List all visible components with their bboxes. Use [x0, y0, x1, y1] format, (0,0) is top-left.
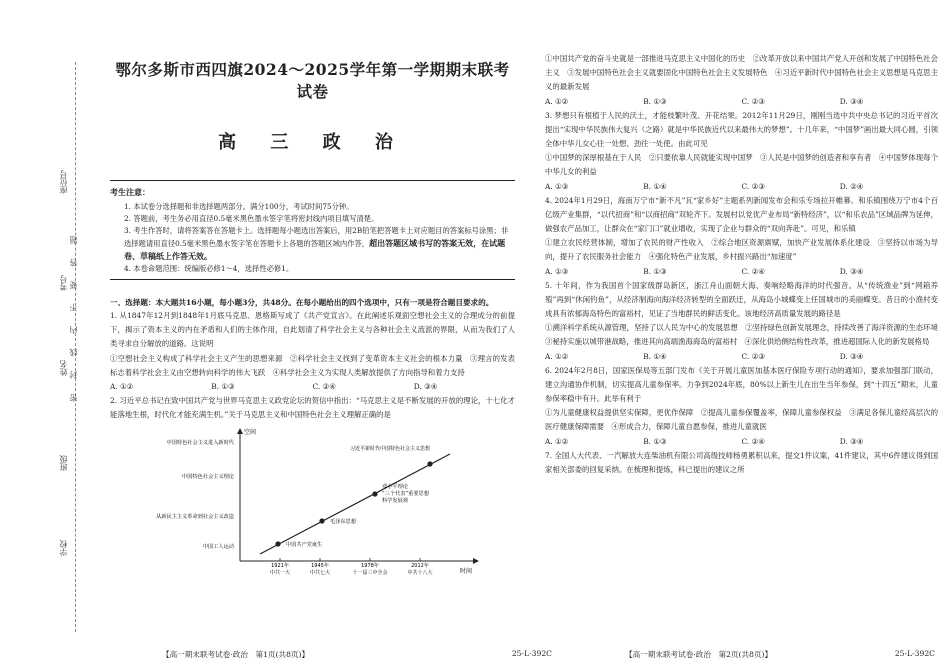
- question-1-items: ①空想社会主义构成了科学社会主义产生的思想来源 ②科学社会主义找到了变革资本主义社会的根本力量 ③理言的发表标志着科学社会主义由空想转向科学的伟大飞跃 ④科学社会主义为实现人类解放提供了方向指导和着力支持: [110, 353, 515, 377]
- option: B. ①④: [643, 351, 667, 361]
- y-arrow: [237, 428, 243, 434]
- seal-warning: 密 封 线 内 不 要 答 题: [69, 230, 78, 402]
- notice-item: 1. 本试卷分选择题和非选择题两部分。满分100分，考试时间75分钟。: [124, 202, 354, 211]
- question-2: 2. 习近平总书记在致中国共产党与世界马克思主义政党论坛的贺信中指出：“马克思主义是不断发展的开放的理论，十七化才能落地生根，时代化才能充满生机。”关于马克思主义和中国特色社会主义理解正确的是: [110, 396, 515, 420]
- notice-item: 4. 本卷命题范围：统编版必修1～4，选择性必修1。: [124, 264, 294, 273]
- point-label: 科学发展观: [382, 498, 408, 505]
- question-3-items: ①中国梦的深厚根基在于人民 ②只要依靠人民就能实现中国梦 ③人民是中国梦的创造者和享有者 ④中国梦体现每个中华儿女的利益: [545, 153, 938, 177]
- exam-subject: 高 三 政 治: [218, 132, 407, 153]
- milestone-point: [275, 542, 280, 547]
- question-6: 6. 2024年2月8日，国家医保局等五部门发布《关于开展儿童医加基本医疗保险专项行动的通知》，要求加强部门联动，建立沟通协作机制，切实提高儿童参保率。力争到2024年底，80%以上新生儿在出生当年参保，到“十四五”期末，儿童参保率稳中有升。此举有利于: [545, 365, 938, 404]
- y-tick-label: 中国特色社会主义理论: [182, 474, 234, 481]
- x-event-label: 中共七大: [309, 570, 331, 577]
- question-5: 5. 十年间，作为我国首个国家级群岛新区，浙江舟山面朝大海、奏响经略海洋的时代强音。从“传统渔业”到“网箱养殖”再到“休闲钓鱼”，从经济制海向海洋经济转型的全面跃迁，从海岛小城蝶变上任国城市的美丽蝶变。昔日的小渔村变成具有浓郁海岛特色的富裕村，见证了当地群民的鲜活变化。该地经济高质量发展的路径是: [545, 280, 938, 319]
- section-heading: 一、选择题：本大题共16小题，每小题3分，共48分。在每小题给出的四个选项中，只有一项是符合题目要求的。: [110, 298, 494, 307]
- point-label: 邓小平理论: [382, 484, 408, 491]
- option: D. ③④: [839, 351, 864, 361]
- question-5-options: [545, 350, 938, 364]
- question-4-items: ①建立农民经营体制，增加了农民的财产性收入 ②综合地区资源禀赋，加快产业发展体系化建设 ③坚持以市场为导向，提升了农民服务社会能力 ④强化特色产业发展，乡村振兴路出“加速度”: [545, 238, 938, 262]
- x-tick-label: 1921年: [271, 563, 289, 570]
- option: B. ①③: [643, 266, 667, 276]
- option: D. ③④: [839, 266, 864, 276]
- option: C. ②③: [741, 96, 765, 106]
- option: A. ①②: [110, 382, 134, 392]
- x-axis-label: 时间: [460, 568, 473, 576]
- y-tick-label: 从新民主主义革命到社会主义改造: [156, 514, 234, 521]
- x-tick-label: 2012年: [411, 563, 429, 570]
- question-1-options: [110, 380, 515, 394]
- option: C. ②④: [741, 266, 765, 276]
- option: A. ①②: [545, 96, 569, 106]
- page-1: [92, 0, 552, 672]
- question-4: 4. 2024年1月29日，海南万宁市“新不凡”瓦“家乡好”主题系列新闻发布会和乐专场拉开帷幕。和乐镇围绕万宁市4个百亿级产业集群，“以代招商”和“以商招商”双轮齐下。发展村以党优产业布局“新特经济”，以“和乐农品”区域品牌为延伸，做强农产品加工，让群众在“家门口”就业增收，实现了企业与群众的“双向奔赴”。可见，和乐镇: [545, 195, 938, 234]
- notice-item: 2. 答题前，考生务必用直径0.5毫米黑色墨水签字笔将密封线内项目填写清楚。: [124, 214, 379, 223]
- label-seat: 座位号: [59, 170, 68, 194]
- option: D. ②④: [839, 181, 864, 191]
- question-1: 1. 从1847年12月到1848年1月底马克思、恩格斯写成了《共产党宣言》。在此阐述乐观面空想社会主义的合理成分的前提下，揭示了资本主义的内在矛盾和人们的主体作用，自此划清了科学社会主义与各种社会主义流派的界限，从而为我们了人类寻求自分解放的道路。这说明: [110, 311, 515, 349]
- x-tick-label: 1945年: [311, 563, 329, 570]
- option: B. ①④: [643, 181, 667, 191]
- notice-heading: 考生注意：: [110, 187, 150, 197]
- question-7: 7. 全国人大代表、一汽解放大连柴油机有限公司高级技师杨勇累积以来，提交1件议案，41件建议，其中6件建议得到国家相关部委的回复采纳。在梳理和提炼，科已提出的建议之所: [545, 450, 938, 474]
- question-6-options: [545, 435, 938, 449]
- option: B. ①③: [643, 436, 667, 446]
- notice-list: [110, 201, 515, 275]
- milestone-point: [427, 462, 432, 467]
- option: D. ③④: [413, 382, 438, 392]
- label-class: 班级: [59, 455, 68, 471]
- point-label: 习近平新时代中国特色社会主义思想: [350, 446, 431, 453]
- x-event-label: 十一届三中全会: [352, 570, 388, 577]
- question-2-options: [545, 95, 938, 109]
- question-3: 3. 梦想只有根植于人民的沃土，才能枝繁叶茂、开花结果。2012年11月29日，刚刚当选中共中央总书记的习近平首次提出“实现中华民族伟大复兴（之路）就是中华民族近代以来最伟大的梦想”。十几年来，“中国梦”画出最大同心圆，引领全体中华儿女心往一处想、劲往一处使。由此可见: [545, 110, 938, 149]
- option: C. ②③: [741, 351, 765, 361]
- timeline-figure: [130, 426, 490, 576]
- point-label: 中国共产党诞生: [286, 542, 323, 549]
- notice-emphasis: 超出答题区域书写的答案无效，在试题卷、草稿纸上作答无效。: [124, 238, 506, 261]
- notice-item: 3. 考生作答时，请将答案答在答题卡上。选择题每小题选出答案后，用2B铅笔把答题卡上对应题目的答案标号涂黑；非选择题请用直径0.5毫米黑色墨水签字笔在答题卡上各题的答题区域内作答，: [124, 226, 509, 248]
- point-label: 毛泽东思想: [330, 519, 356, 526]
- progress-line: [260, 454, 450, 554]
- milestone-point: [319, 519, 324, 524]
- label-name: 姓名: [59, 360, 68, 376]
- exam-title: 鄂尔多斯市西四旗2024～2025学年第一学期期末联考试卷: [115, 60, 510, 101]
- option: B. ①③: [643, 96, 667, 106]
- x-arrow: [473, 558, 479, 564]
- x-tick-label: 1978年: [361, 563, 379, 570]
- option: A. ①②: [545, 436, 569, 446]
- question-4-options: [545, 265, 938, 279]
- footer-title: 【高一期末联考试卷·政治 第2页(共8页)】: [625, 650, 773, 659]
- y-axis-label: 空间: [244, 429, 257, 437]
- question-2-items: ①中国共产党的奋斗史就是一部推进马克思主义中国化的历史 ②改革开放以来中国共产党人开创和发展了中国特色社会主义 ③发展中国特色社会主义就要固化中国特色社会主义发展特色 ④习近平新时代中国特色社会主义思想是马克思主义的最新发展: [545, 54, 938, 92]
- footer-code: 25-L-392C: [894, 649, 935, 658]
- y-tick-label: 中国特色社会主义进入新时代: [166, 440, 234, 447]
- page-2: [535, 0, 950, 672]
- milestone-point: [372, 492, 377, 497]
- option: C. ②④: [741, 436, 765, 446]
- label-school: 学校: [59, 540, 68, 556]
- x-event-label: 中共十八大: [407, 570, 433, 577]
- question-3-options: [545, 180, 938, 194]
- divider: [110, 279, 515, 280]
- footer-code: 25-L-392C: [511, 649, 552, 658]
- option: A. ①③: [545, 181, 569, 191]
- option: A. ①②: [545, 351, 569, 361]
- x-event-label: 中共一大: [269, 570, 291, 577]
- option: D. ③④: [839, 96, 864, 106]
- option: B. ①③: [211, 382, 235, 392]
- footer-title: 【高一期末联考试卷·政治 第1页(共8页)】: [162, 650, 310, 659]
- point-label: “三个代表”重要思想: [382, 491, 429, 498]
- question-6-items: ①为儿童健康权益提供坚实保障，更优作保障 ②提高儿童参保覆盖率，保障儿童参保权益 ③满足各保儿童经高层次的医疗健康保障需要 ④形成合力，保障儿童自愿参保，推进儿童就医: [545, 408, 938, 432]
- option: C. ②③: [741, 181, 765, 191]
- option: C. ②④: [312, 382, 336, 392]
- divider: [110, 180, 515, 181]
- option: A. ①③: [545, 266, 569, 276]
- page-footer: [162, 649, 552, 660]
- page-footer: [625, 649, 935, 660]
- binding-margin: [0, 0, 92, 672]
- y-tick-label: 中国工人运动: [202, 544, 234, 551]
- label-exam-no: 考号: [59, 275, 68, 291]
- question-5-items: ①溯洋科学系统从源管理，坚持了以人民为中心的发展思想 ②坚持绿色创新发展理念，持续改善了海洋资源的生态环境 ③秘持实施以城带港战略，推进其向高端渔海海岛的富裕村 ④深化供给侧结构性改革，推进超国际人化的新发展格局: [545, 323, 946, 347]
- option: D. ③④: [839, 436, 864, 446]
